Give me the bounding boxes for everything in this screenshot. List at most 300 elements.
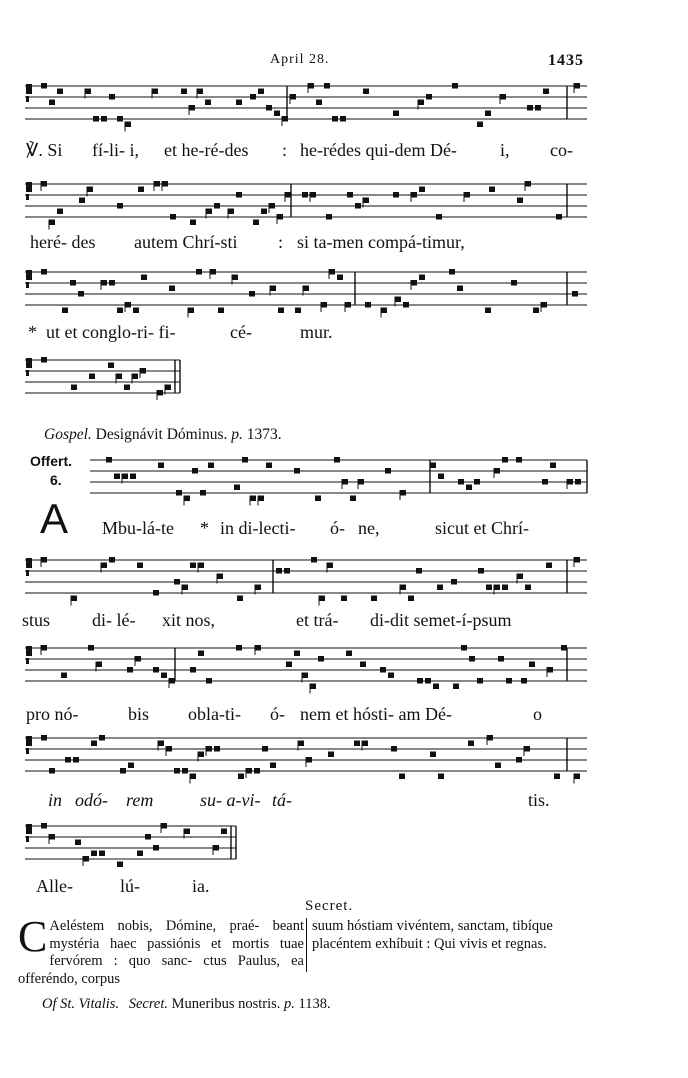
lyric-syllable: et trá- [296,610,339,630]
neume [117,116,123,122]
neume [302,673,308,679]
neume [363,89,369,95]
neume [83,856,89,862]
neume [182,585,188,591]
staff-lines [25,644,587,688]
neume [176,490,182,496]
neume [162,181,168,187]
neume [464,192,470,198]
lyric-colon: : [278,232,284,252]
chant-staff-9 [25,822,587,866]
lyric-syllable: obla-ti- [188,704,241,724]
lyric-syllable: heré- des [30,232,96,252]
column-divider [306,918,307,972]
neume [516,757,522,763]
neume [128,763,134,769]
neume [525,585,531,591]
secret-text-left: Aeléstem nobis, Dómine, praé- beant mystéria haec passiónis et mortis tuae fervórem : quo sanc- ctus Paulus, ea offeréndo, corpus [18,918,304,987]
neume [125,122,131,128]
lyric-syllable: sicut et Chrí- [435,518,529,538]
neume [282,116,288,122]
page-number: 1435 [548,52,584,69]
neume [337,275,343,281]
neume [190,774,196,780]
neume [543,89,549,95]
neume [127,667,133,673]
neume [41,823,47,829]
neume [41,83,47,89]
neume [502,457,508,463]
neume [62,308,68,314]
neume [198,752,204,758]
lyric-syllable: co- [550,140,573,160]
neume [138,187,144,193]
lyric-syllable: pro nó- [26,704,79,724]
neume [93,116,99,122]
neume [101,116,107,122]
neume [117,308,123,314]
neume [575,479,581,485]
clef-glyph [26,270,32,280]
neume [161,823,167,829]
neume [319,596,325,602]
neume [426,94,432,100]
neume [122,474,128,480]
neume [41,645,47,651]
neume [182,768,188,774]
neume [400,490,406,496]
neume [266,463,272,469]
neume [266,105,272,111]
neume [466,485,472,491]
neume [458,479,464,485]
neume [365,302,371,308]
lyric-syllable: Mbu-lá-te [102,518,174,538]
neume [315,496,321,502]
neume [327,563,333,569]
neume [485,308,491,314]
neume [340,116,346,122]
neume [430,463,436,469]
neume [290,94,296,100]
neume [91,851,97,857]
neume [189,105,195,111]
running-head-date: April 28. [270,52,330,67]
neume [206,678,212,684]
neume [511,280,517,286]
neume [238,774,244,780]
neume [324,83,330,89]
clef-glyph [26,558,32,568]
staff-lines [25,822,587,866]
neume [347,192,353,198]
neume [517,574,523,580]
neume [158,463,164,469]
neume [78,291,84,297]
neume [500,94,506,100]
neume [49,220,55,226]
neume [306,757,312,763]
neume [294,468,300,474]
neume [334,457,340,463]
neume [192,468,198,474]
gospel-page-ref: 1373. [246,426,282,443]
neume [572,291,578,297]
chant-staff-5 [90,456,587,500]
neume [246,768,252,774]
lyric-syllable: stus [22,610,51,630]
neume [310,192,316,198]
secret-heading: Secret. [305,898,354,914]
neume [161,673,167,679]
neume [433,684,439,690]
lyric-syllable: he-rédes qui-dem Dé- [300,140,457,160]
neume [196,269,202,275]
neume [294,651,300,657]
neume [326,214,332,220]
neume [125,302,131,308]
neume [502,585,508,591]
neume [495,763,501,769]
chant-staff-1 [25,82,587,126]
neume [380,667,386,673]
neume [198,651,204,657]
clef-glyph [26,96,29,102]
neume [506,678,512,684]
neume [295,308,301,314]
neume [286,662,292,668]
lyric-syllable: i, [500,140,510,160]
lyric-syllable: in [48,790,63,810]
clef-glyph [26,358,32,368]
neume [276,568,282,574]
neume [453,684,459,690]
neume [88,645,94,651]
neume [214,746,220,752]
neume [117,203,123,209]
lyric-syllable: nem et hósti- am Dé- [300,704,452,724]
neume [541,302,547,308]
neume [106,457,112,463]
neume [130,474,136,480]
commemoration-secret-label: Secret. [128,996,169,1012]
neume [169,286,175,292]
commemoration-saint: Of St. Vitalis. [42,996,120,1012]
neume [258,496,264,502]
neume [258,89,264,95]
neume [41,181,47,187]
neume [529,662,535,668]
neume [217,574,223,580]
neume [419,275,425,281]
neume [385,468,391,474]
neume [485,111,491,117]
neume [393,192,399,198]
clef-glyph [26,282,29,288]
neume [109,94,115,100]
neume [166,746,172,752]
staff-lines [25,180,587,224]
neume [255,645,261,651]
neume [346,651,352,657]
neume [391,746,397,752]
neume [208,463,214,469]
neume [341,596,347,602]
neume [438,774,444,780]
neume [468,741,474,747]
chant-staff-4 [25,356,587,400]
neume [214,203,220,209]
neume [270,286,276,292]
neume [99,851,105,857]
neume [242,457,248,463]
neume [228,209,234,215]
neume [403,302,409,308]
lyric-colon: : [282,140,288,160]
clef-glyph [26,658,29,664]
staff-lines [25,82,587,126]
neume [411,192,417,198]
neume [269,203,275,209]
neume [41,735,47,741]
neume [408,596,414,602]
neume [153,667,159,673]
neume [487,735,493,741]
staff-lines [25,556,587,600]
neume [153,590,159,596]
commemoration-page-abbrev: p. [284,996,295,1012]
neume [250,94,256,100]
neume [157,390,163,396]
neume [145,834,151,840]
neume [137,563,143,569]
neume [132,374,138,380]
neume [561,645,567,651]
neume [533,308,539,314]
neume [430,752,436,758]
clef-glyph [26,836,29,842]
neume [124,385,130,391]
neume [524,746,530,752]
neume [416,568,422,574]
neume [116,374,122,380]
neume [355,203,361,209]
neume [360,662,366,668]
neume [190,220,196,226]
staff-lines [90,456,587,500]
neume [169,678,175,684]
neume [437,585,443,591]
neume [237,596,243,602]
neume [516,457,522,463]
lyric-syllable: lú- [120,876,140,896]
lyric-syllable: in di-lecti- [220,518,296,538]
neume [87,187,93,193]
neume [278,308,284,314]
neume [174,768,180,774]
commemoration-note [42,996,331,1013]
neume [298,741,304,747]
secret-dropcap: C [18,912,48,961]
neume [57,209,63,215]
neume [91,741,97,747]
lyric-syllable: o [533,704,542,724]
lyric-syllable: Alle- [36,876,73,896]
neume [329,269,335,275]
lyric-syllable: ia. [192,876,210,896]
neume [70,280,76,286]
neume [411,280,417,286]
neume [253,220,259,226]
neume [354,741,360,747]
neume [197,89,203,95]
neume [399,774,405,780]
commemoration-incipit: Muneribus nostris. [171,996,281,1012]
neume [181,89,187,95]
neume [274,111,280,117]
lyric-syllable: su- a-vi- [200,790,261,810]
chant-staff-8 [25,734,587,778]
clef-glyph [26,748,29,754]
neume [477,122,483,128]
neume [318,656,324,662]
neume [133,308,139,314]
neume [101,563,107,569]
clef-glyph [26,646,32,656]
chant-staff-3 [25,268,587,312]
neume [79,198,85,204]
neume [57,89,63,95]
neume [395,297,401,303]
neume [184,496,190,502]
neume [550,463,556,469]
lyric-asterisk: * [28,322,37,342]
neume [328,752,334,758]
lyric-syllable: xit nos, [162,610,216,630]
neume [71,596,77,602]
neume [393,111,399,117]
neume [302,192,308,198]
lyric-syllable: ut et conglo-ri- fi- [46,322,176,342]
neume [174,579,180,585]
neume [249,291,255,297]
neume [494,468,500,474]
clef-glyph [26,736,32,746]
lyric-syllable: cé- [230,322,252,342]
lyric-syllable: ó- [270,704,285,724]
neume [221,829,227,835]
secret-column-left [18,912,304,988]
neume [210,269,216,275]
neume [89,374,95,380]
secret-column-right: suum hóstiam vivéntem, sanctam, tibíque placéntem exhíbuit : Qui vivis et regnas. [312,918,553,952]
neume [316,100,322,106]
neume [303,286,309,292]
clef-glyph [26,84,32,94]
neume [49,100,55,106]
lyric-syllable: tá- [272,790,292,810]
neume [117,862,123,868]
neume [574,774,580,780]
neume [417,678,423,684]
neume [486,585,492,591]
neume [188,308,194,314]
chant-staff-7 [25,644,587,688]
neume [236,100,242,106]
neume [321,302,327,308]
lyric-syllable: si ta-men compá-timur, [297,232,465,252]
neume [254,768,260,774]
neume [517,198,523,204]
neume [73,757,79,763]
neume [135,656,141,662]
neume [49,834,55,840]
chant-staff-2 [25,180,587,224]
neume [525,181,531,187]
offertory-label: Offert. [30,453,72,469]
gospel-rubric [44,426,282,444]
lyric-syllable: autem Chrí-sti [134,232,238,252]
neume [190,563,196,569]
neume [190,667,196,673]
neume [498,656,504,662]
staff-lines [25,734,587,778]
neume [99,735,105,741]
neume [457,286,463,292]
neume [108,363,114,369]
lyric-syllable: et he-ré-des [164,140,249,160]
neume [438,474,444,480]
lyric-asterisk: * [200,518,209,538]
neume [255,585,261,591]
neume [49,768,55,774]
neume [567,479,573,485]
neume [494,585,500,591]
clef-glyph [26,370,29,376]
neume [232,275,238,281]
clef-glyph [26,182,32,192]
neume [284,568,290,574]
neume [474,479,480,485]
clef-glyph [26,570,29,576]
offertory-mode: 6. [50,472,62,488]
lyric-verse-marker: ℣. Si [26,140,63,160]
neume [461,645,467,651]
neume [363,198,369,204]
neume [41,557,47,563]
neume [213,845,219,851]
neume [262,746,268,752]
neume [200,490,206,496]
neume [371,596,377,602]
neume [96,662,102,668]
neume [41,357,47,363]
neume [342,479,348,485]
neume [546,563,552,569]
staff-lines [25,356,587,400]
neume [140,368,146,374]
neume [218,308,224,314]
neume [184,829,190,835]
lyric-syllable: di-dit semet-í-psum [370,610,512,630]
neume [311,557,317,563]
neume [170,214,176,220]
staff-lines [25,268,587,312]
neume [527,105,533,111]
clef-glyph [26,824,32,834]
neume [308,83,314,89]
offertory-initial: A [40,495,69,542]
